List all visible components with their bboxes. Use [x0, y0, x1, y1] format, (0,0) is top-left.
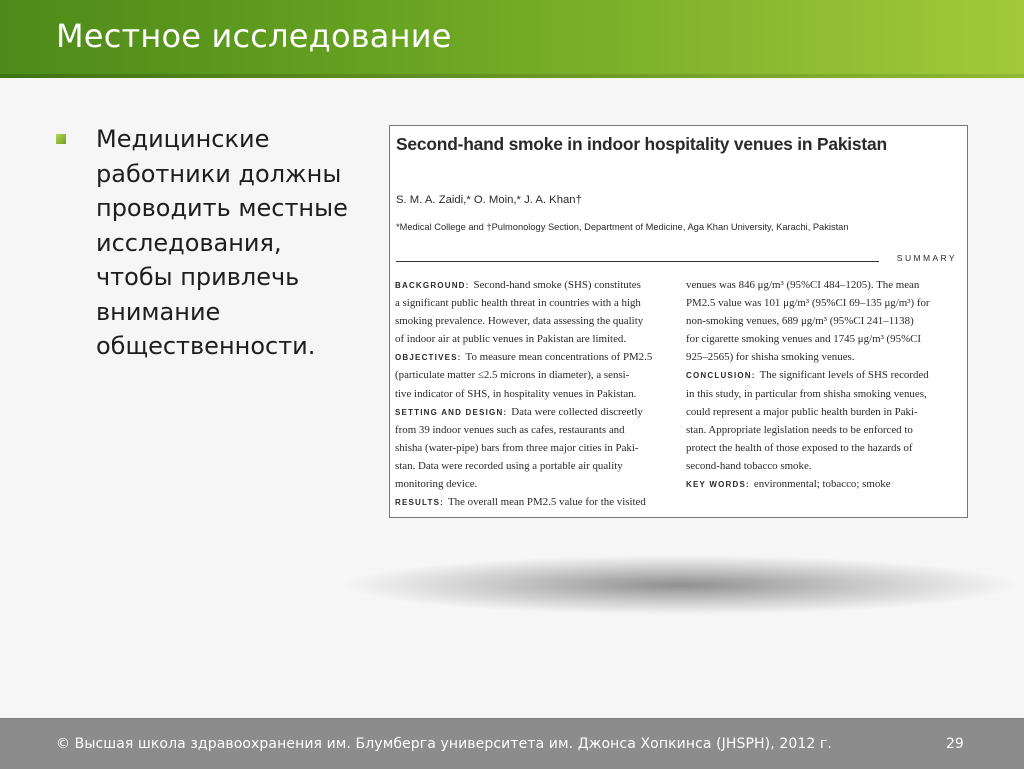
- abstract-text: stan. Data were recorded using a portable air quality: [395, 459, 623, 472]
- bullet-line: проводить местные: [96, 194, 348, 222]
- abstract-text: environmental; tobacco; smoke: [753, 478, 891, 491]
- bullet-line: чтобы привлечь: [96, 263, 300, 291]
- title-bar: [0, 0, 1024, 78]
- abstract-line: [395, 294, 663, 312]
- abstract-line: [686, 276, 954, 294]
- abstract-text: (particulate matter ≤2.5 microns in diameter), a sensi-: [395, 369, 630, 382]
- abstract-line: [395, 385, 663, 403]
- abstract-text: Second-hand smoke (SHS) constitutes: [473, 279, 641, 291]
- abstract-text: venues was 846 μg/m³ (95%CI 484–1205). The mean: [686, 279, 920, 291]
- abstract-line: [395, 330, 663, 348]
- abstract-line: [686, 366, 954, 384]
- abstract-text: To measure mean concentrations of PM2.5: [465, 351, 653, 364]
- bullet-list: [56, 122, 376, 364]
- abstract-text: 925–2565) for shisha smoking venues.: [686, 351, 855, 364]
- abstract-left-column: [395, 276, 663, 511]
- abstract-line: [395, 348, 663, 366]
- abstract-line: [395, 493, 663, 511]
- abstract-line: [395, 366, 663, 384]
- abstract-text: from 39 indoor venues such as cafes, restaurants and: [395, 423, 625, 436]
- abstract-text: Data were collected discreetly: [511, 405, 643, 418]
- summary-label: SUMMARY: [896, 253, 957, 263]
- abstract-line: [686, 330, 954, 348]
- section-label: BACKGROUND:: [395, 281, 470, 290]
- abstract-text: for cigarette smoking venues and 1745 μg/m³ (95%CI: [686, 333, 922, 346]
- page-number: 29: [946, 736, 964, 752]
- footer-copyright: © Высшая школа здравоохранения им. Блумберга университета им. Джонса Хопкинса (JHSPH), 2012 г.: [56, 736, 832, 752]
- abstract-text: in this study, in particular from shisha smoking venues,: [686, 387, 927, 400]
- bullet-line: Медицинские: [96, 125, 270, 153]
- bullet-line: исследования,: [96, 228, 282, 257]
- section-label: KEY WORDS:: [686, 480, 750, 490]
- abstract-text: stan. Appropriate legislation needs to be enforced to: [686, 423, 913, 436]
- abstract-text: protect the health of those exposed to the hazards of: [686, 441, 913, 454]
- abstract-line: [686, 385, 954, 403]
- abstract-line: [395, 312, 663, 330]
- paper-authors: S. M. A. Zaidi,* O. Moin,* J. A. Khan†: [396, 194, 582, 206]
- section-label: RESULTS:: [395, 498, 445, 508]
- bullet-line: работники должны: [96, 159, 342, 188]
- abstract-text: second-hand tobacco smoke.: [686, 459, 812, 472]
- abstract-text: smoking prevalence. However, data assessing the quality: [395, 315, 644, 328]
- abstract-text: shisha (water-pipe) bars from three major cities in Paki-: [395, 441, 639, 454]
- paper-drop-shadow: [340, 555, 1020, 615]
- abstract-line: [395, 475, 663, 493]
- abstract-line: [395, 421, 663, 439]
- paper-title: Second-hand smoke in indoor hospitality venues in Pakistan: [396, 134, 887, 154]
- abstract-line: [686, 403, 954, 421]
- abstract-line: [395, 403, 663, 421]
- abstract-line: [686, 312, 954, 330]
- paper-affiliation: *Medical College and †Pulmonology Section, Department of Medicine, Aga Khan University, Karachi, Pakistan: [396, 222, 849, 232]
- section-label: SETTING AND DESIGN:: [395, 407, 508, 417]
- footer: [0, 718, 1024, 769]
- abstract-line: [395, 276, 663, 294]
- abstract-text: non-smoking venues, 689 μg/m³ (95%CI 241–1138): [686, 315, 914, 328]
- abstract-text: The significant levels of SHS recorded: [759, 369, 929, 382]
- abstract-text: PM2.5 value was 101 μg/m³ (95%CI 69–135 μg/m³) for: [686, 297, 930, 310]
- abstract-text: of indoor air at public venues in Pakistan are limited.: [395, 333, 627, 346]
- bullet-square-icon: [56, 134, 66, 144]
- abstract-line: [686, 439, 954, 457]
- slide-title: Местное исследование: [56, 17, 452, 55]
- abstract-text: could represent a major public health burden in Paki-: [686, 405, 918, 418]
- abstract-line: [686, 457, 954, 475]
- section-label: OBJECTIVES:: [395, 353, 462, 363]
- abstract-line: [395, 457, 663, 475]
- abstract-text: tive indicator of SHS, in hospitality venues in Pakistan.: [395, 387, 637, 400]
- bullet-line: внимание: [96, 297, 221, 326]
- abstract-text: monitoring device.: [395, 478, 478, 491]
- abstract-line: [686, 294, 954, 312]
- bullet-text: [96, 122, 376, 364]
- section-label: CONCLUSION:: [686, 371, 756, 381]
- abstract-text: The overall mean PM2.5 value for the visited: [448, 496, 646, 509]
- abstract-line: [395, 439, 663, 457]
- abstract-line: [686, 421, 954, 439]
- bullet-line: общественности.: [96, 332, 316, 360]
- abstract-text: a significant public health threat in countries with a high: [395, 297, 641, 310]
- abstract-line: [686, 348, 954, 366]
- abstract-line: [686, 475, 954, 493]
- abstract-right-column: [686, 276, 954, 493]
- summary-rule: [396, 261, 879, 262]
- paper-abstract-image: [389, 125, 968, 518]
